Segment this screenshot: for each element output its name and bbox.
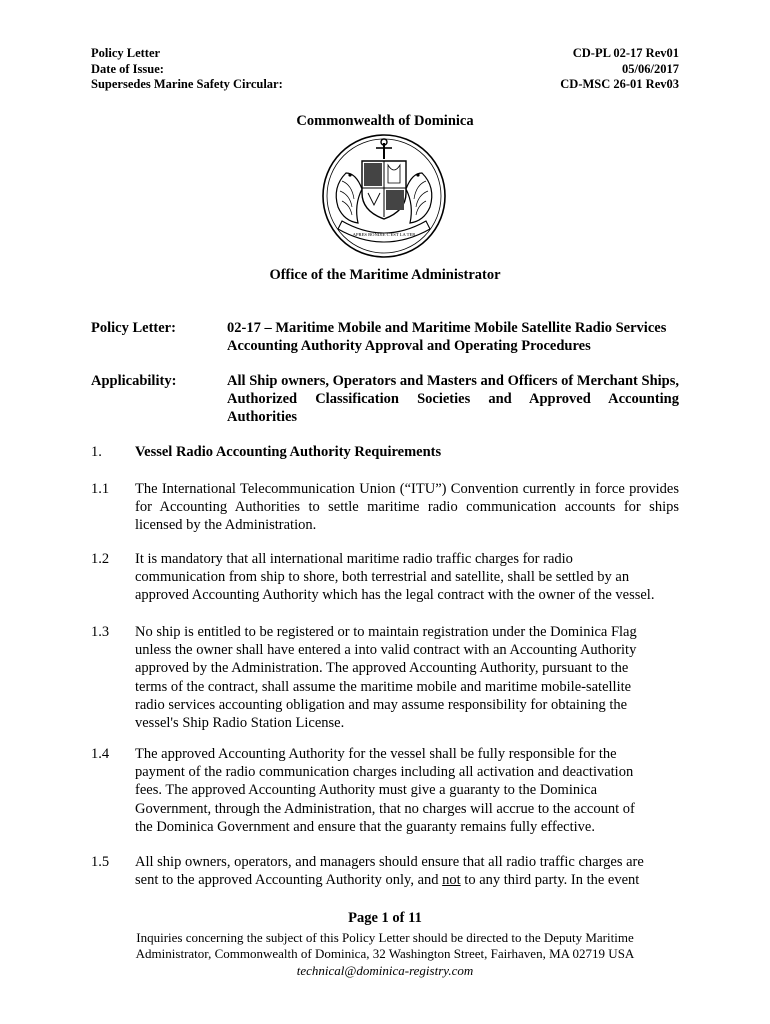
paragraph-line: fees. The approved Accounting Authority must give a guaranty to the Dominica	[135, 782, 598, 799]
header-date-label: Date of Issue:	[91, 61, 164, 76]
policy-letter-value-line2: Accounting Authority Approval and Operating Procedures	[227, 338, 591, 354]
paragraph-number: 1.1	[91, 481, 110, 497]
paragraph-1-2	[91, 550, 679, 605]
paragraph-number: 1.2	[91, 551, 110, 567]
page-footer	[0, 910, 770, 979]
underlined-word: not	[442, 872, 461, 889]
paragraph-line: No ship is entitled to be registered or to maintain registration under the Dominica Flag	[135, 624, 637, 640]
section-number: 1.	[91, 444, 102, 460]
seal-motto: APRES BONDIE C'EST LA TER	[352, 232, 416, 237]
page-number: Page 1 of 11	[348, 910, 422, 926]
header-supersedes-label: Supersedes Marine Safety Circular:	[91, 77, 283, 91]
paragraph-1-3	[91, 623, 679, 732]
paragraph-number: 1.5	[91, 854, 110, 870]
paragraph-line: The approved Accounting Authority for the vessel shall be fully responsible for the	[135, 746, 617, 762]
paragraph-number: 1.4	[91, 746, 110, 762]
paragraph-line: approved Accounting Authority which has the legal contract with the owner of the vessel.	[135, 587, 655, 604]
paragraph-1-5	[91, 853, 679, 889]
paragraph-line: radio services accounting obligation and may assume responsibility for obtaining the	[135, 696, 628, 713]
paragraph-line: the Dominica Government and ensure that the guaranty remains fully effective.	[135, 818, 595, 835]
paragraph-line: payment of the radio communication charges including all activation and deactivation	[135, 764, 634, 781]
commonwealth-of-dominica-seal-icon	[316, 133, 452, 259]
footer-inquiries-line1: Inquiries concerning the subject of this Policy Letter should be directed to the Deputy Maritime	[136, 929, 634, 945]
footer-email-link[interactable]: technical@dominica-registry.com	[296, 962, 474, 978]
applicability-label: Applicability:	[91, 373, 177, 389]
paragraph-number: 1.3	[91, 624, 110, 640]
paragraph-line: unless the owner shall have entered a into valid contract with an Accounting Authority	[135, 642, 637, 659]
footer-inquiries-line2: Administrator, Commonwealth of Dominica, 32 Washington Street, Fairhaven, MA 02719 USA	[135, 946, 635, 961]
policy-letter-row	[91, 319, 679, 355]
header-supersedes-value: CD-MSC 26-01 Rev03	[560, 77, 679, 91]
document-header	[91, 46, 679, 93]
paragraph-text: The International Telecommunication Union (“ITU”) Convention currently in force provides for Accounting Authorities to settle maritime radio communication accounts for ships licensed by the Administration.	[135, 481, 679, 534]
paragraph-text-segment: sent to the approved Accounting Authority only, and	[135, 872, 443, 889]
applicability-row	[91, 372, 679, 426]
policy-letter-value-line1: 02-17 – Maritime Mobile and Maritime Mobile Satellite Radio Services	[227, 320, 667, 336]
paragraph-1-4	[91, 745, 679, 836]
policy-letter-label: Policy Letter:	[91, 320, 176, 336]
section-title: Vessel Radio Accounting Authority Requirements	[135, 444, 442, 460]
header-date-value: 05/06/2017	[622, 61, 679, 76]
header-policy-letter-label: Policy Letter	[91, 46, 161, 60]
paragraph-1-1	[91, 480, 679, 535]
applicability-value: All Ship owners, Operators and Masters and Officers of Merchant Ships, Authorized Classification Societies and Approved Accounting Authorities	[227, 373, 679, 425]
office-title: Office of the Maritime Administrator	[269, 267, 501, 283]
paragraph-line: Government, through the Administration, that no charges will accrue to the account of	[135, 800, 635, 817]
document-title: Commonwealth of Dominica	[296, 113, 474, 129]
paragraph-line: All ship owners, operators, and managers should ensure that all radio traffic charges are	[135, 854, 644, 870]
paragraph-line: It is mandatory that all international maritime radio traffic charges for radio	[135, 551, 573, 567]
paragraph-line: communication from ship to shore, both terrestrial and satellite, shall be settled by an	[135, 569, 630, 586]
paragraph-text-segment: to any third party. In the event	[460, 872, 640, 889]
paragraph-line: approved by the Administration. The approved Accounting Authority, pursuant to the	[135, 660, 629, 677]
paragraph-line: vessel's Ship Radio Station License.	[135, 715, 345, 732]
section-heading	[91, 443, 679, 461]
header-policy-number: CD-PL 02-17 Rev01	[572, 46, 679, 60]
paragraph-line: terms of the contract, shall assume the maritime mobile and maritime mobile-satellite	[135, 678, 632, 695]
paragraph-line	[135, 871, 679, 889]
